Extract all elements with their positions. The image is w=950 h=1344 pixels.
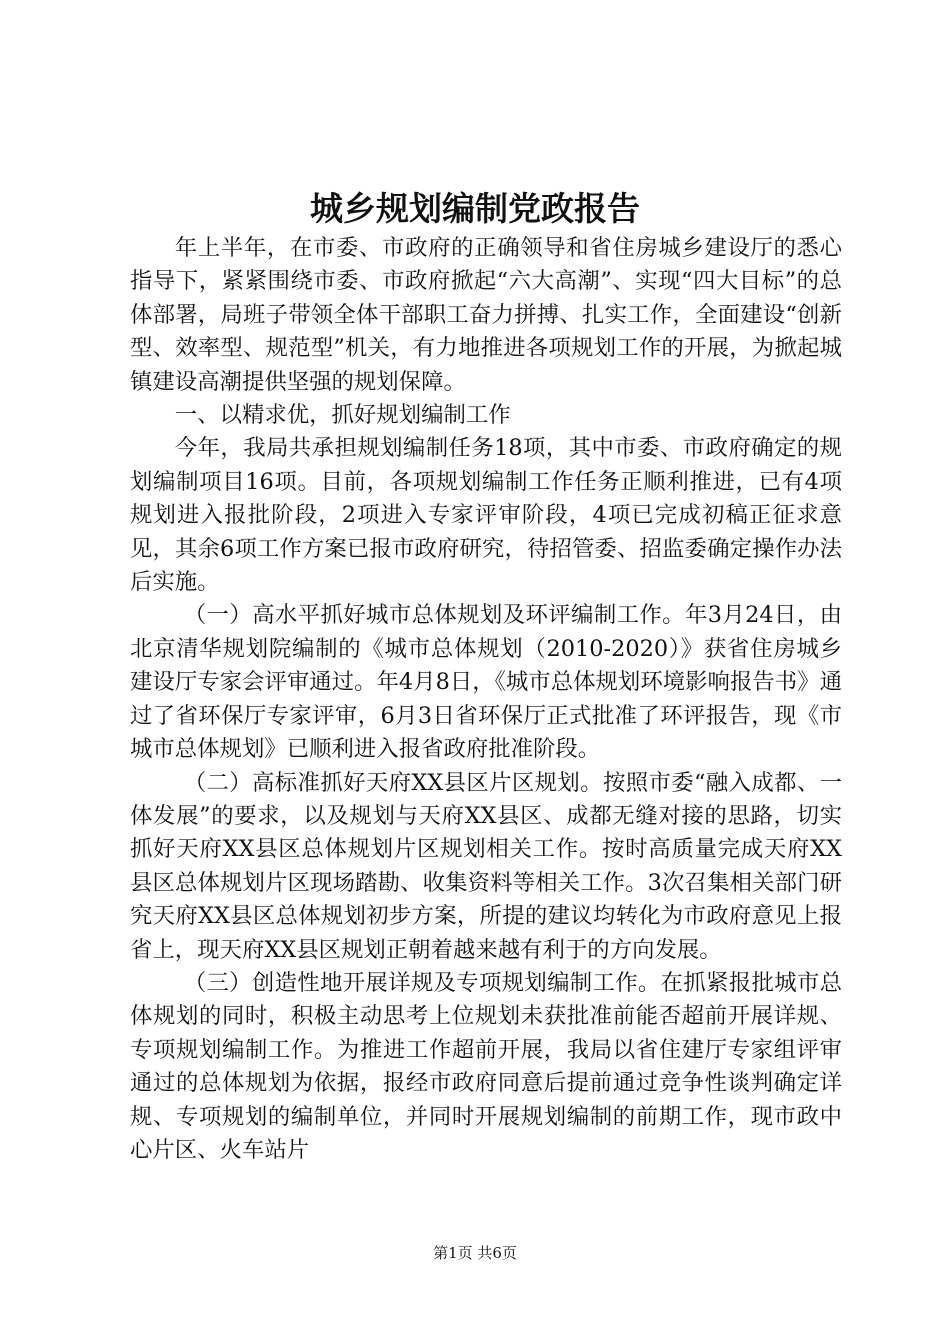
paragraph-item-1: （一）高水平抓好城市总体规划及环评编制工作。年3月24日，由北京清华规划院编制的《城市总体规划（2010-2020）》获省住房城乡建设厅专家会评审通过。年4月8日，《城市总体规划环境影响报告书》通过了省环保厅专家评审，6月3日省环保厅正式批准了环评报告，现《市城市总体规划》已顺利进入报省政府批准阶段。: [130, 602, 842, 763]
section-heading: 一、以精求优，抓好规划编制工作: [174, 402, 511, 429]
paragraph-intro: 年上半年，在市委、市政府的正确领导和省住房城乡建设厅的悉心指导下，紧紧围绕市委、市政府掀起“六大高潮”、实现“四大目标”的总体部署，局班子带领全体干部职工奋力拼搏、扎实工作，全面建设“创新型、效率型、规范型”机关，有力地推进各项规划工作的开展，为掀起城镇建设高潮提供坚强的规划保障。: [130, 235, 842, 395]
document-title: 城乡规划编制党政报告: [310, 189, 640, 228]
document-body: [130, 232, 842, 1167]
page-number-footer: 第1页 共6页: [433, 1244, 517, 1262]
paragraph-item-3: （三）创造性地开展详规及专项规划编制工作。在抓紧报批城市总体规划的同时，积极主动思考上位规划未获批准前能否超前开展详规、专项规划编制工作。为推进工作超前开展，我局以省住建厅专家组评审通过的总体规划为依据，报经市政府同意后提前通过竞争性谈判确定详规、专项规划的编制单位，并同时开展规划编制的前期工作，现市政中心片区、火车站片: [130, 969, 842, 1163]
paragraph-tasks: 今年，我局共承担规划编制任务18项，其中市委、市政府确定的规划编制项目16项。目前，各项规划编制工作任务正顺利推进，已有4项规划进入报批阶段，2项进入专家评审阶段，4项已完成初稿正征求意见，其余6项工作方案已报市政府研究，待招管委、招监委确定操作办法后实施。: [130, 435, 842, 596]
paragraph-item-2: （二）高标准抓好天府XX县区片区规划。按照市委“融入成都、一体发展”的要求，以及规划与天府XX县区、成都无缝对接的思路，切实抓好天府XX县区总体规划片区规划相关工作。按时高质量完成天府XX县区总体规划片区现场踏勘、收集资料等相关工作。3次召集相关部门研究天府XX县区总体规划初步方案，所提的建议均转化为市政府意见上报省上，现天府XX县区规划正朝着越来越有利于的方向发展。: [130, 769, 842, 963]
